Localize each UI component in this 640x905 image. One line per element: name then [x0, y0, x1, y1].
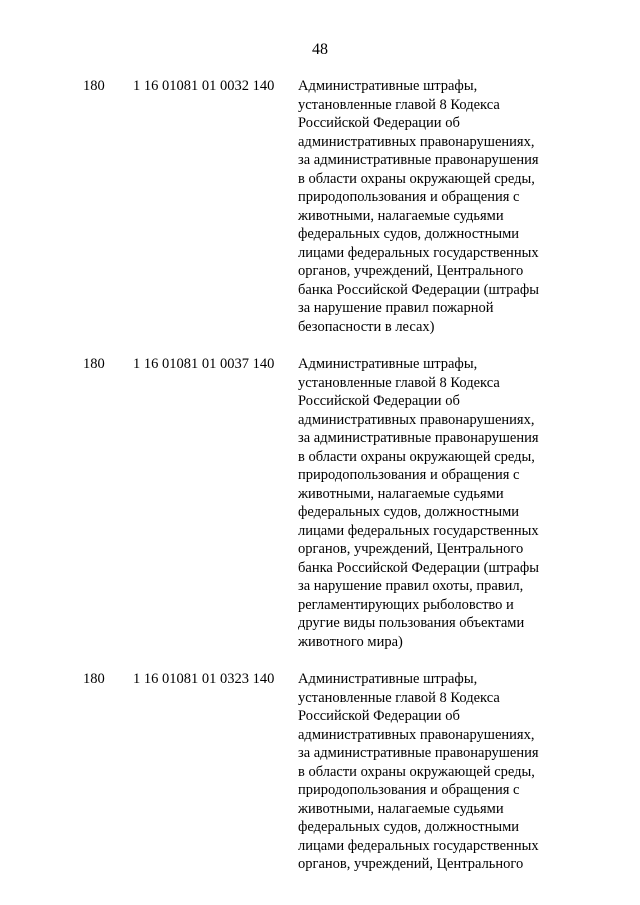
description-line: в области охраны окружающей среды,	[298, 448, 535, 465]
admin-code: 180	[83, 78, 105, 94]
description-line: животными, налагаемые судьями	[298, 485, 504, 502]
description-line: органов, учреждений, Центрального	[298, 263, 524, 279]
description-line: Российской Федерации об	[298, 708, 460, 724]
budget-code-table	[0, 77, 640, 874]
description-line: органов, учреждений, Центрального	[298, 541, 524, 557]
description-line: за нарушение правил пожарной	[298, 300, 494, 316]
description-line: за административные правонарушения	[298, 430, 539, 446]
description-line: в области охраны окружающей среды,	[298, 763, 535, 780]
description-line: за административные правонарушения	[298, 745, 539, 761]
table-row	[0, 77, 640, 336]
kbk-code: 1 16 01081 01 0323 140	[133, 671, 275, 687]
description-line: административных правонарушениях,	[298, 726, 535, 743]
description-line: за нарушение правил охоты, правил,	[298, 578, 524, 594]
description-line: банка Российской Федерации (штрафы	[298, 559, 539, 576]
table-row	[0, 355, 640, 651]
description-line: в области охраны окружающей среды,	[298, 170, 535, 187]
description-line: установленные главой 8 Кодекса	[298, 689, 500, 706]
kbk-code: 1 16 01081 01 0032 140	[133, 78, 275, 94]
table-row	[0, 670, 640, 874]
description-line: лицами федеральных государственных	[298, 837, 539, 854]
description-line: органов, учреждений, Центрального	[298, 856, 524, 872]
admin-code: 180	[83, 356, 105, 372]
description-line: Административные штрафы,	[298, 671, 478, 687]
description-line: лицами федеральных государственных	[298, 522, 539, 539]
description-line: лицами федеральных государственных	[298, 244, 539, 261]
description-line: животного мира)	[298, 633, 403, 650]
description-line: Российской Федерации об	[298, 393, 460, 409]
description-line: безопасности в лесах)	[298, 318, 435, 335]
page-number: 48	[312, 41, 328, 58]
description-line: банка Российской Федерации (штрафы	[298, 281, 539, 298]
description-line: установленные главой 8 Кодекса	[298, 374, 500, 391]
description-line: за административные правонарушения	[298, 152, 539, 168]
description-line: установленные главой 8 Кодекса	[298, 96, 500, 113]
description-line: федеральных судов, должностными	[298, 819, 520, 835]
description-line: природопользования и обращения с	[298, 467, 520, 483]
description-line: федеральных судов, должностными	[298, 504, 520, 520]
description	[298, 355, 598, 651]
admin-code: 180	[83, 671, 105, 687]
description-line: регламентирующих рыболовство и	[298, 596, 514, 613]
description-line: другие виды пользования объектами	[298, 615, 525, 631]
description-line: Административные штрафы,	[298, 356, 478, 372]
description-line: Российской Федерации об	[298, 115, 460, 131]
description-line: федеральных судов, должностными	[298, 226, 520, 242]
description-line: административных правонарушениях,	[298, 411, 535, 428]
description-line: природопользования и обращения с	[298, 782, 520, 798]
description-line: административных правонарушениях,	[298, 133, 535, 150]
description	[298, 77, 598, 336]
description	[298, 670, 598, 874]
description-line: животными, налагаемые судьями	[298, 800, 504, 817]
kbk-code: 1 16 01081 01 0037 140	[133, 356, 275, 372]
description-line: животными, налагаемые судьями	[298, 207, 504, 224]
description-line: природопользования и обращения с	[298, 189, 520, 205]
description-line: Административные штрафы,	[298, 78, 478, 94]
